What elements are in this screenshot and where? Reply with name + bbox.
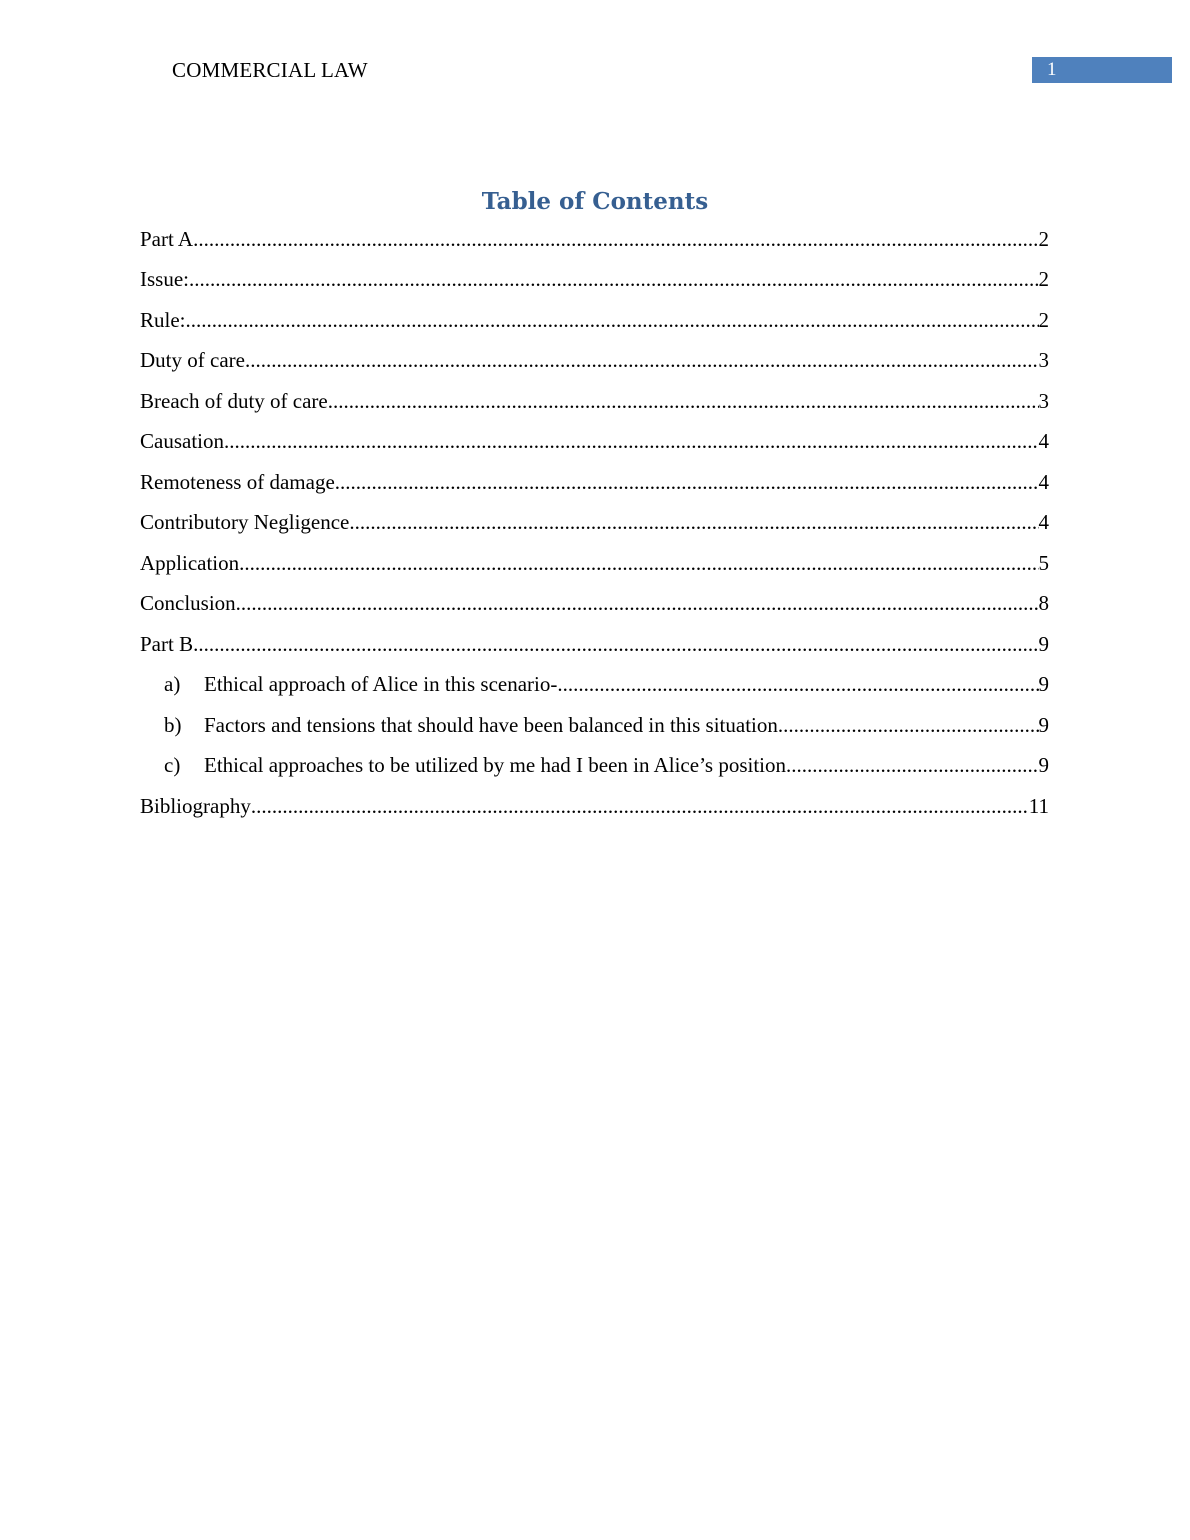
toc-entry-conclusion[interactable] (140, 582, 1049, 623)
toc-leader-dots (236, 590, 1039, 616)
toc-leader-dots (557, 671, 1038, 697)
toc-entry-page: 2 (1038, 267, 1049, 291)
toc-entry-ethical-approaches-me[interactable] (140, 744, 1049, 785)
toc-entry-text: Ethical approach of Alice in this scenario- (204, 672, 558, 696)
toc-entry-label: Conclusion (140, 591, 236, 615)
toc-leader-dots (189, 266, 1039, 292)
toc-entry-label: Breach of duty of care (140, 388, 328, 413)
toc-entry-breach-of-duty[interactable] (140, 379, 1049, 420)
toc-entry-label: Bibliography (140, 793, 251, 818)
toc-entry-label: Issue: (140, 267, 189, 291)
toc-leader-dots (328, 388, 1039, 414)
toc-entry-label: Part A (140, 226, 194, 251)
toc-entry-page: 9 (1038, 753, 1049, 777)
toc-entry-contributory-negligence[interactable] (140, 501, 1049, 542)
toc-entry-page: 4 (1038, 469, 1049, 494)
toc-entry-label: Part B (140, 631, 194, 656)
toc-entry-label: Rule: (140, 307, 186, 332)
toc-entry-page: 11 (1028, 793, 1049, 818)
toc-entry-page: 9 (1038, 631, 1049, 656)
toc-entry-label (164, 671, 557, 697)
toc-entry-page: 3 (1038, 348, 1049, 372)
toc-entry-bibliography[interactable] (140, 784, 1049, 825)
toc-entry-label (164, 752, 786, 778)
toc-entry-label: Duty of care (140, 348, 245, 372)
toc-entry-page: 9 (1038, 712, 1049, 737)
toc-entry-label: Remoteness of damage (140, 469, 335, 494)
toc-leader-dots (193, 226, 1038, 252)
toc-entry-text: Factors and tensions that should have been balanced in this situation (204, 712, 778, 737)
toc-leader-dots (778, 712, 1039, 738)
toc-entry-label: Contributory Negligence (140, 510, 350, 534)
page-header (0, 0, 1190, 100)
toc-entry-marker: a) (164, 672, 181, 696)
toc-entry-page: 5 (1038, 550, 1049, 575)
toc-entry-causation[interactable] (140, 420, 1049, 461)
toc-entry-marker: c) (164, 753, 181, 777)
toc-leader-dots (224, 428, 1039, 454)
toc-entry-page: 9 (1038, 672, 1049, 696)
toc-leader-dots (193, 631, 1038, 657)
toc-leader-dots (786, 752, 1038, 778)
table-of-contents (140, 217, 1049, 825)
toc-entry-page: 2 (1038, 226, 1049, 251)
toc-leader-dots (335, 469, 1039, 495)
toc-entry-label (164, 712, 778, 738)
toc-entry-part-b[interactable] (140, 622, 1049, 663)
toc-entry-page: 8 (1038, 591, 1049, 615)
toc-entry-label: Application (140, 550, 240, 575)
toc-entry-text: Ethical approaches to be utilized by me had I been in Alice’s position (204, 753, 787, 777)
toc-entry-page: 4 (1038, 510, 1049, 534)
toc-entry-factors-tensions[interactable] (140, 703, 1049, 744)
toc-entry-page: 2 (1038, 307, 1049, 332)
toc-entry-application[interactable] (140, 541, 1049, 582)
toc-entry-duty-of-care[interactable] (140, 339, 1049, 380)
toc-leader-dots (239, 550, 1038, 576)
toc-entry-part-a[interactable] (140, 217, 1049, 258)
toc-leader-dots (251, 793, 1029, 819)
toc-entry-issue[interactable] (140, 258, 1049, 299)
toc-entry-marker: b) (164, 712, 182, 737)
page-number: 1 (1047, 59, 1057, 80)
toc-title: Table of Contents (481, 188, 709, 215)
toc-leader-dots (349, 509, 1038, 535)
toc-entry-label: Causation (140, 429, 224, 453)
toc-entry-page: 3 (1038, 388, 1049, 413)
header-title: COMMERCIAL LAW (172, 58, 368, 82)
toc-leader-dots (186, 307, 1039, 333)
toc-entry-ethical-approach-alice[interactable] (140, 663, 1049, 704)
page-number-badge (1032, 57, 1172, 83)
toc-entry-rule[interactable] (140, 298, 1049, 339)
toc-entry-remoteness[interactable] (140, 460, 1049, 501)
toc-leader-dots (245, 347, 1039, 373)
toc-entry-page: 4 (1038, 429, 1049, 453)
